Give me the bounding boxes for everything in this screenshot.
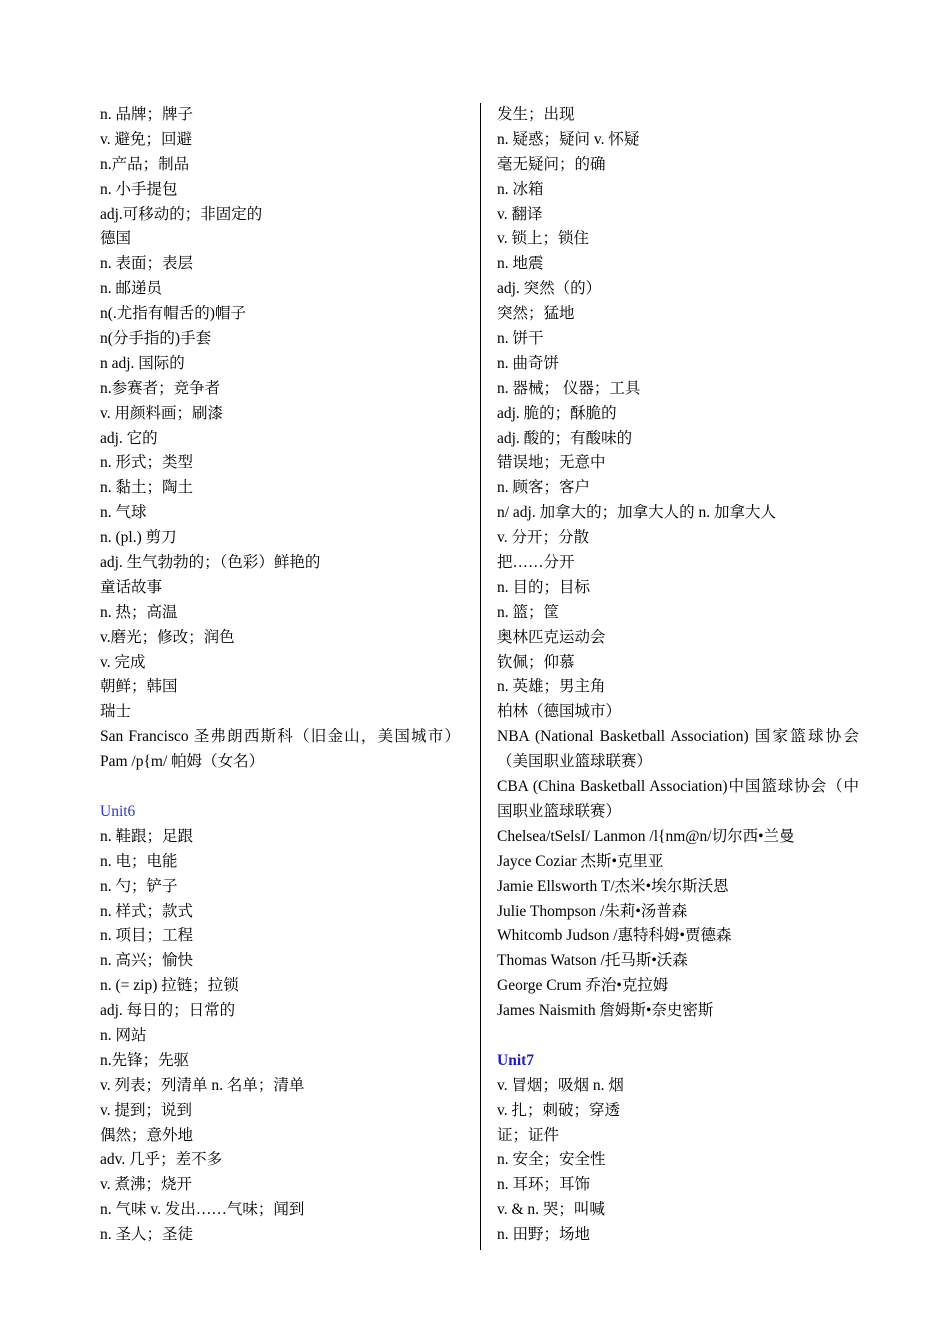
vocab-entry-san-francisco: San Francisco 圣弗朗西斯科（旧金山，美国城市）Pam /p{m/ 帕姆（女名）: [100, 728, 460, 771]
vocab-entry: 突然；猛地: [497, 305, 575, 323]
name-entry: Thomas Watson /托马斯•沃森: [497, 952, 688, 970]
vocab-entry: v. 避免；回避: [100, 130, 192, 148]
vocab-entry: n. 项目；工程: [100, 927, 194, 945]
vocab-entry: adj. 脆的；酥脆的: [497, 404, 617, 422]
vocab-entry: n. (= zip) 拉链；拉锁: [100, 977, 239, 995]
vocab-entry: n. 鞋跟；足跟: [100, 827, 194, 845]
vocab-entry: n. 样式；款式: [100, 902, 194, 920]
vocab-entry-cba: CBA (China Basketball Association)中国篮球协会（中国职业篮球联赛）: [497, 778, 859, 820]
vocab-entry: n(.尤指有帽舌的)帽子: [100, 305, 246, 323]
vocab-entry: n(分手指的)手套: [100, 330, 212, 348]
vocab-entry: n. 安全；安全性: [497, 1151, 606, 1169]
vocab-entry: n/ adj. 加拿大的；加拿大人的 n. 加拿大人: [497, 504, 776, 522]
vocab-entry-nba: NBA (National Basketball Association) 国家篮球协会 （美国职业篮球联赛）: [497, 728, 859, 771]
vocab-entry: n. 曲奇饼: [497, 354, 560, 372]
name-entry: Whitcomb Judson /惠特科姆•贾德森: [497, 927, 732, 945]
vocab-entry: n. (pl.) 剪刀: [100, 529, 177, 547]
vocab-entry: n. 电；电能: [100, 852, 178, 870]
vocab-entry: v. 用颜料画；刷漆: [100, 404, 223, 422]
vocab-entry: n. 饼干: [497, 330, 544, 348]
vocab-entry: n. 篮；筐: [497, 603, 560, 621]
vocab-entry: n. 英雄；男主角: [497, 678, 606, 696]
vocab-entry: 证；证件: [497, 1126, 560, 1144]
vocab-entry: n adj. 国际的: [100, 354, 185, 372]
vocab-entry: v. 分开；分散: [497, 529, 589, 547]
right-column: [497, 103, 863, 1248]
vocab-entry: 童话故事: [100, 578, 163, 596]
vocab-entry: v. 列表；列清单 n. 名单；清单: [100, 1076, 305, 1094]
vocab-entry: n. 高兴；愉快: [100, 952, 194, 970]
vocab-entry: adj. 突然（的）: [497, 280, 602, 298]
vocab-entry: n. 邮递员: [100, 280, 163, 298]
vocab-entry: v.磨光；修改；润色: [100, 628, 235, 646]
vocab-entry: adv. 几乎；差不多: [100, 1151, 223, 1169]
vocab-entry: n. 地震: [497, 255, 544, 273]
vocab-entry: n. 勺；铲子: [100, 877, 178, 895]
vocab-entry: v. 冒烟；吸烟 n. 烟: [497, 1076, 624, 1094]
vocab-entry: n. 小手提包: [100, 180, 178, 198]
name-entry: George Crum 乔治•克拉姆: [497, 977, 669, 995]
vocab-entry: n.先锋；先驱: [100, 1051, 190, 1069]
vocab-entry: n.参赛者；竞争者: [100, 379, 221, 397]
vocab-entry: v. 煮沸；烧开: [100, 1176, 192, 1194]
vocab-entry: n.产品；制品: [100, 155, 190, 173]
vocab-entry: n. 网站: [100, 1026, 147, 1044]
vocab-entry: adj. 每日的；日常的: [100, 1002, 236, 1020]
vocab-entry: n. 疑惑；疑问 v. 怀疑: [497, 130, 640, 148]
vocab-entry: v. 锁上；锁住: [497, 230, 589, 248]
vocab-entry: v. 提到；说到: [100, 1101, 192, 1119]
vocab-entry: n. 顾客；客户: [497, 479, 591, 497]
unit7-heading: Unit7: [497, 1051, 535, 1069]
vocab-entry: n. 目的；目标: [497, 578, 591, 596]
vocab-entry: n. 圣人；圣徒: [100, 1226, 194, 1244]
vocab-entry: adj. 生气勃勃的；（色彩）鲜艳的: [100, 554, 321, 572]
vocab-entry: v. 翻译: [497, 205, 543, 223]
vocab-entry: 错误地；无意中: [497, 454, 606, 472]
left-column: [100, 103, 460, 1248]
blank-line: [100, 775, 460, 800]
name-entry: James Naismith 詹姆斯•奈史密斯: [497, 1002, 714, 1020]
vocab-entry: adj. 酸的；有酸味的: [497, 429, 633, 447]
vocab-entry: 朝鲜；韩国: [100, 678, 178, 696]
vocab-entry: 偶然；意外地: [100, 1126, 194, 1144]
vocab-entry: v. 完成: [100, 653, 146, 671]
name-entry: Jayce Coziar 杰斯•克里亚: [497, 852, 664, 870]
vocab-entry: adj. 它的: [100, 429, 158, 447]
vocab-entry: n. 形式；类型: [100, 454, 194, 472]
name-entry: Julie Thompson /朱莉•汤普森: [497, 902, 688, 920]
vocab-entry: adj.可移动的；非固定的: [100, 205, 263, 223]
vocab-entry: n. 热；高温: [100, 603, 178, 621]
blank-line: [497, 1024, 863, 1049]
vocab-entry: n. 气球: [100, 504, 147, 522]
vocab-entry: 瑞士: [100, 703, 132, 721]
vocab-entry: n. 田野；场地: [497, 1226, 591, 1244]
column-divider: [480, 103, 481, 1250]
vocab-entry: 毫无疑问；的确: [497, 155, 606, 173]
vocab-entry: 发生；出现: [497, 106, 575, 123]
name-entry: Jamie Ellsworth T/杰米•埃尔斯沃恩: [497, 877, 729, 895]
vocab-entry: n. 品牌；牌子: [100, 106, 194, 123]
vocab-entry: 钦佩；仰慕: [497, 653, 575, 671]
vocab-entry: n. 耳环；耳饰: [497, 1176, 591, 1194]
vocab-entry: n. 气味 v. 发出……气味；闻到: [100, 1201, 305, 1219]
unit6-heading: Unit6: [100, 802, 136, 820]
vocab-entry: v. 扎；刺破；穿透: [497, 1101, 620, 1119]
vocab-entry: n. 黏土；陶土: [100, 479, 194, 497]
name-entry: Chelsea/tSelsI/ Lanmon /l{nm@n/切尔西•兰曼: [497, 827, 795, 845]
vocab-entry: n. 冰箱: [497, 180, 544, 198]
vocab-entry: 德国: [100, 230, 132, 248]
vocab-entry: 把……分开: [497, 554, 575, 572]
vocab-entry: n. 表面；表层: [100, 255, 194, 273]
vocab-entry: v. & n. 哭；叫喊: [497, 1201, 605, 1219]
vocab-entry: 柏林（德国城市）: [497, 703, 622, 721]
vocab-entry: n. 器械； 仪器；工具: [497, 379, 641, 397]
vocab-entry: 奥林匹克运动会: [497, 628, 606, 646]
